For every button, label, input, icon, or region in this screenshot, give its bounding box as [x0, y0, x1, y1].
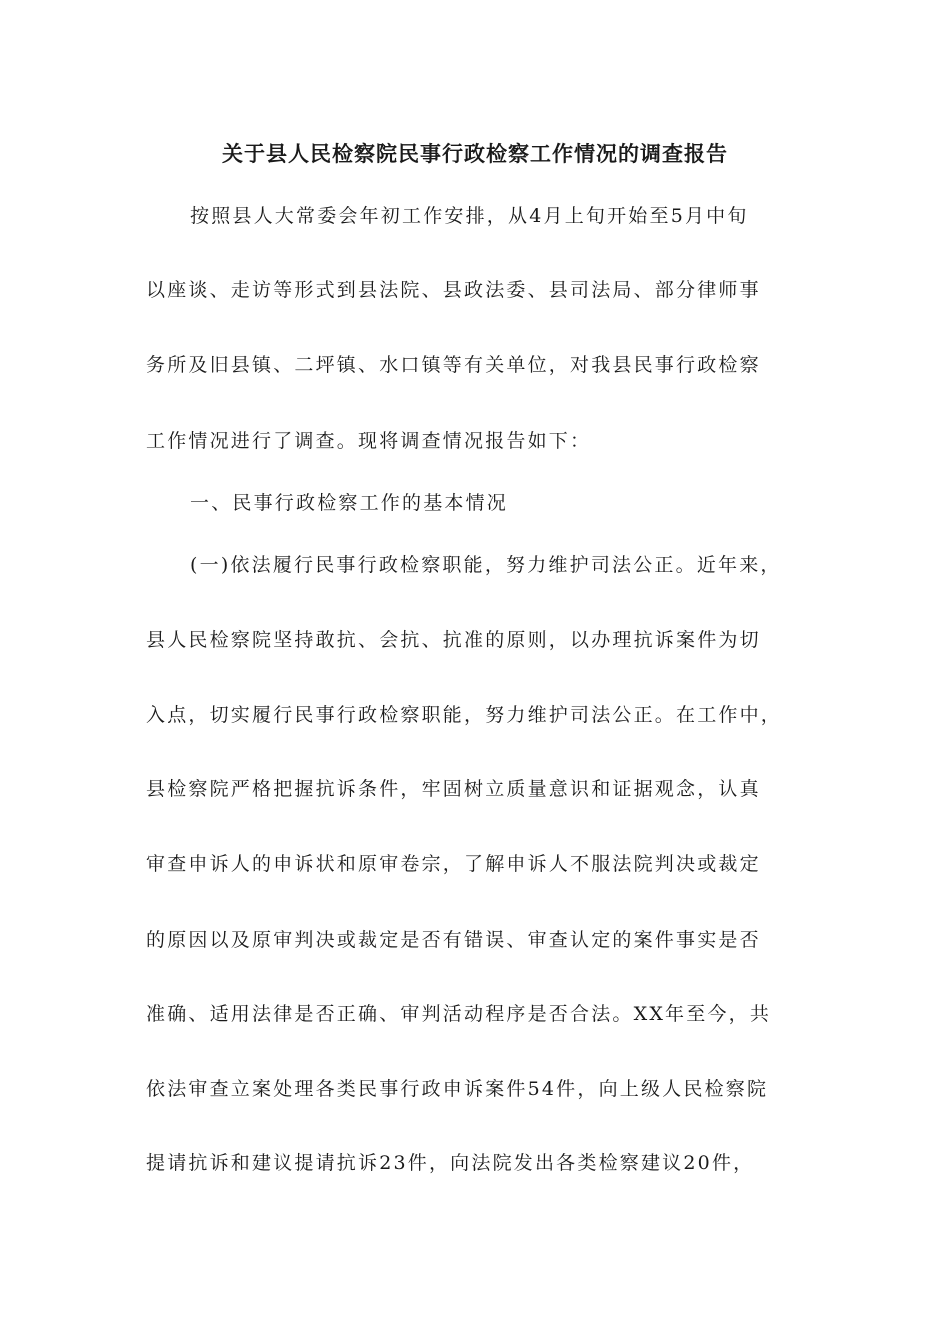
section-heading: 一、民事行政检察工作的基本情况	[190, 492, 509, 514]
paragraph-line: 县人民检察院坚持敢抗、会抗、抗准的原则，以办理抗诉案件为切	[146, 629, 761, 651]
paragraph-line: 依法审查立案处理各类民事行政申诉案件54件，向上级人民检察院	[146, 1078, 769, 1100]
paragraph-line: 工作情况进行了调查。现将调查情况报告如下：	[146, 430, 592, 452]
paragraph-line: (一)依法履行民事行政检察职能，努力维护司法公正。近年来，	[190, 554, 782, 576]
paragraph-line: 审查申诉人的申诉状和原审卷宗，了解申诉人不服法院判决或裁定	[146, 853, 761, 875]
paragraph-line: 务所及旧县镇、二坪镇、水口镇等有关单位，对我县民事行政检察	[146, 354, 761, 376]
paragraph-line: 县检察院严格把握抗诉条件，牢固树立质量意识和证据观念，认真	[146, 778, 761, 800]
document-title: 关于县人民检察院民事行政检察工作情况的调查报告	[222, 141, 728, 166]
paragraph-line: 提请抗诉和建议提请抗诉23件，向法院发出各类检察建议20件，	[146, 1152, 755, 1174]
paragraph-line: 入点，切实履行民事行政检察职能，努力维护司法公正。在工作中，	[146, 704, 783, 726]
paragraph-line: 准确、适用法律是否正确、审判活动程序是否合法。XX年至今，共	[146, 1003, 772, 1025]
paragraph-line: 以座谈、走访等形式到县法院、县政法委、县司法局、部分律师事	[146, 279, 761, 301]
paragraph-line: 按照县人大常委会年初工作安排，从4月上旬开始至5月中旬	[190, 205, 749, 227]
paragraph-line: 的原因以及原审判决或裁定是否有错误、审查认定的案件事实是否	[146, 929, 761, 951]
